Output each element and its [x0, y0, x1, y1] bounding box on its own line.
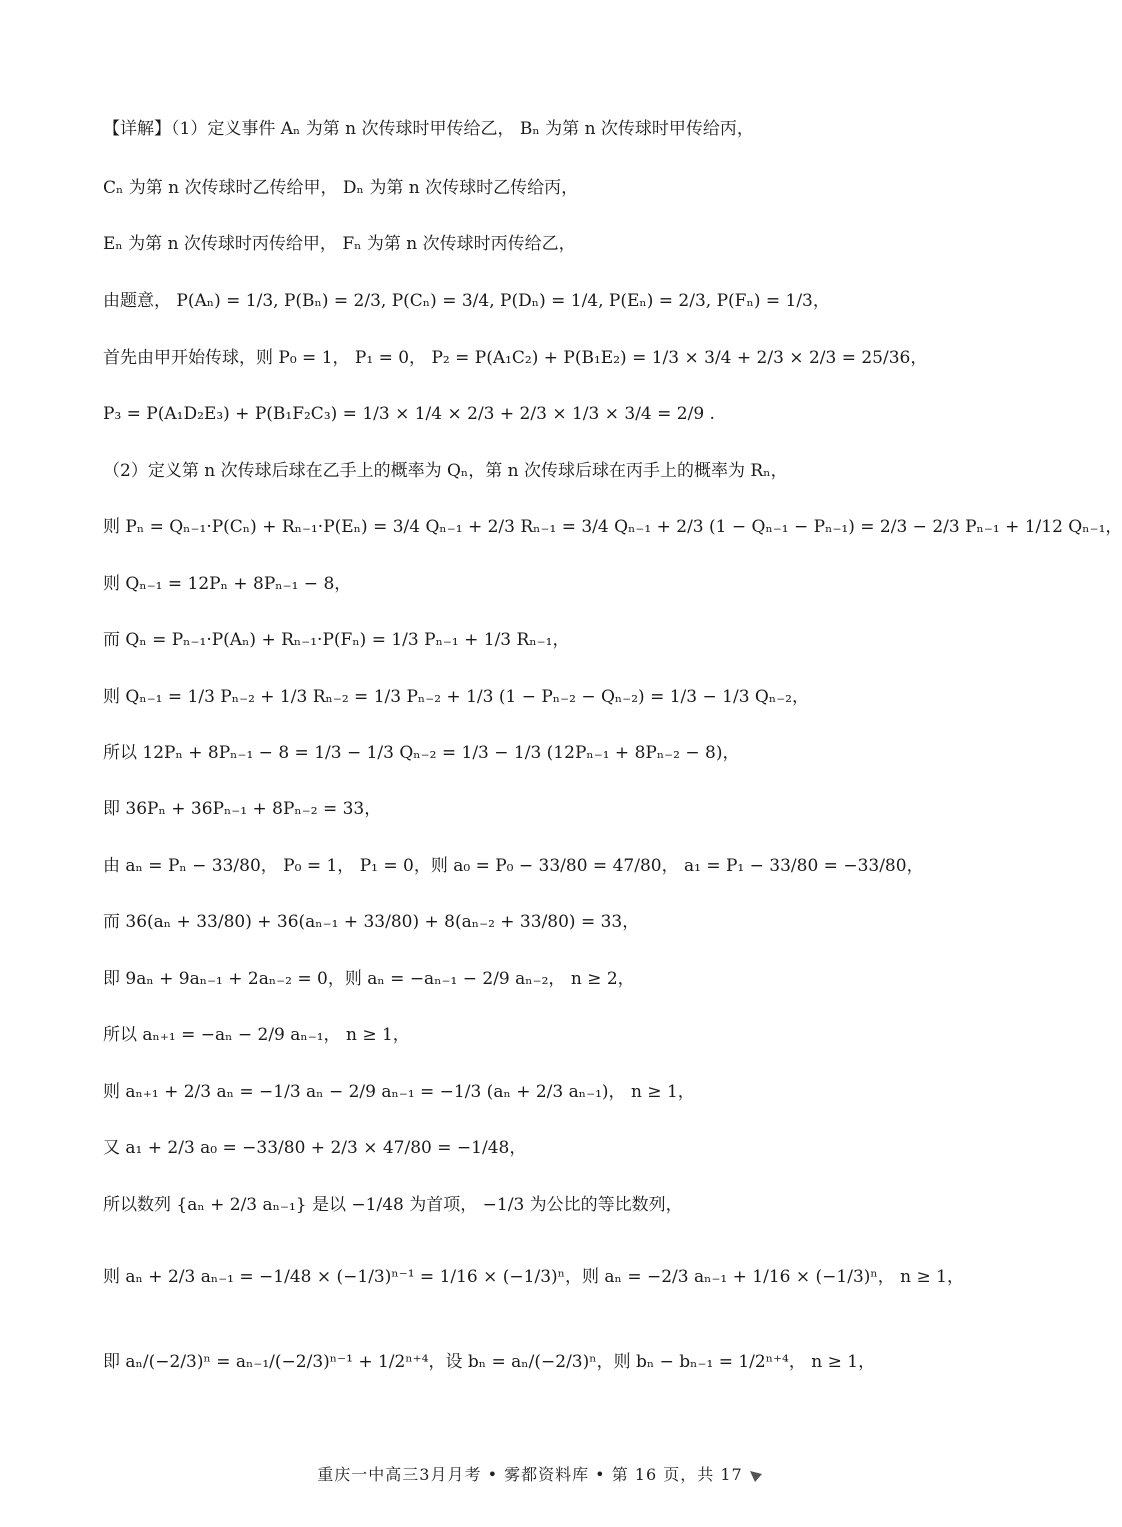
solution-line: 所以 12Pₙ + 8Pₙ₋₁ − 8 = 1/3 − 1/3 Qₙ₋₂ = 1/3 − 1/3 (12Pₙ₋₁ + 8Pₙ₋₂ − 8)， — [103, 743, 740, 763]
solution-line: 所以数列 {aₙ + 2/3 aₙ₋₁} 是以 −1/48 为首项， −1/3 为公比的等比数列， — [103, 1195, 683, 1215]
solution-line: 则 aₙ + 2/3 aₙ₋₁ = −1/48 × (−1/3)ⁿ⁻¹ = 1/16 × (−1/3)ⁿ，则 aₙ = −2/3 aₙ₋₁ + 1/16 × (−1/3)ⁿ， n ≥ 1， — [103, 1267, 964, 1287]
solution-line: Cₙ 为第 n 次传球时乙传给甲， Dₙ 为第 n 次传球时乙传给丙， — [103, 178, 579, 198]
page-corner-icon — [749, 1469, 763, 1483]
solution-line: 首先由甲开始传球，则 P₀ = 1， P₁ = 0， P₂ = P(A₁C₂) + P(B₁E₂) = 1/3 × 3/4 + 2/3 × 2/3 = 25/36， — [103, 348, 928, 368]
solution-line: Eₙ 为第 n 次传球时丙传给甲， Fₙ 为第 n 次传球时丙传给乙， — [103, 234, 576, 254]
solution-line: 由题意， P(Aₙ) = 1/3, P(Bₙ) = 2/3, P(Cₙ) = 3/4, P(Dₙ) = 1/4, P(Eₙ) = 2/3, P(Fₙ) = 1/3， — [103, 291, 830, 311]
solution-line: 则 Qₙ₋₁ = 1/3 Pₙ₋₂ + 1/3 Rₙ₋₂ = 1/3 Pₙ₋₂ + 1/3 (1 − Pₙ₋₂ − Qₙ₋₂) = 1/3 − 1/3 Qₙ₋₂， — [103, 687, 809, 707]
solution-line: 由 aₙ = Pₙ − 33/80， P₀ = 1， P₁ = 0，则 a₀ = P₀ − 33/80 = 47/80， a₁ = P₁ − 33/80 = −33/80， — [103, 856, 924, 876]
solution-line: 而 Qₙ = Pₙ₋₁·P(Aₙ) + Rₙ₋₁·P(Fₙ) = 1/3 Pₙ₋₁ + 1/3 Rₙ₋₁， — [103, 630, 570, 650]
solution-line: 所以 aₙ₊₁ = −aₙ − 2/9 aₙ₋₁， n ≥ 1， — [103, 1025, 410, 1045]
page-footer — [0, 1462, 1080, 1485]
solution-line: 又 a₁ + 2/3 a₀ = −33/80 + 2/3 × 47/80 = −1/48， — [103, 1138, 527, 1158]
footer-text: 重庆一中高三3月月考 • 雾都资料库 • 第 16 页，共 17 — [317, 1465, 743, 1484]
solution-line: 即 36Pₙ + 36Pₙ₋₁ + 8Pₙ₋₂ = 33， — [103, 799, 382, 819]
solution-line: 而 36(aₙ + 33/80) + 36(aₙ₋₁ + 33/80) + 8(aₙ₋₂ + 33/80) = 33， — [103, 912, 640, 932]
solution-line: P₃ = P(A₁D₂E₃) + P(B₁F₂C₃) = 1/3 × 1/4 × 2/3 + 2/3 × 1/3 × 3/4 = 2/9 . — [103, 404, 715, 424]
solution-line: （2）定义第 n 次传球后球在乙手上的概率为 Qₙ，第 n 次传球后球在丙手上的概率为 Rₙ， — [103, 461, 788, 481]
solution-line: 则 Pₙ = Qₙ₋₁·P(Cₙ) + Rₙ₋₁·P(Eₙ) = 3/4 Qₙ₋₁ + 2/3 Rₙ₋₁ = 3/4 Qₙ₋₁ + 2/3 (1 − Qₙ₋₁ − Pₙ₋₁) = 2/3 − 2/3 Pₙ₋₁ + 1/12 Qₙ₋₁， — [103, 517, 1122, 537]
solution-line: 即 aₙ/(−2/3)ⁿ = aₙ₋₁/(−2/3)ⁿ⁻¹ + 1/2ⁿ⁺⁴，设 bₙ = aₙ/(−2/3)ⁿ，则 bₙ − bₙ₋₁ = 1/2ⁿ⁺⁴， n ≥ 1， — [103, 1352, 876, 1372]
solution-line: 即 9aₙ + 9aₙ₋₁ + 2aₙ₋₂ = 0，则 aₙ = −aₙ₋₁ − 2/9 aₙ₋₂， n ≥ 2， — [103, 969, 635, 989]
solution-line: 【详解】（1）定义事件 Aₙ 为第 n 次传球时甲传给乙， Bₙ 为第 n 次传球时甲传给丙， — [103, 119, 754, 139]
solution-line: 则 Qₙ₋₁ = 12Pₙ + 8Pₙ₋₁ − 8， — [103, 574, 352, 594]
solution-line: 则 aₙ₊₁ + 2/3 aₙ = −1/3 aₙ − 2/9 aₙ₋₁ = −1/3 (aₙ + 2/3 aₙ₋₁)， n ≥ 1， — [103, 1082, 695, 1102]
